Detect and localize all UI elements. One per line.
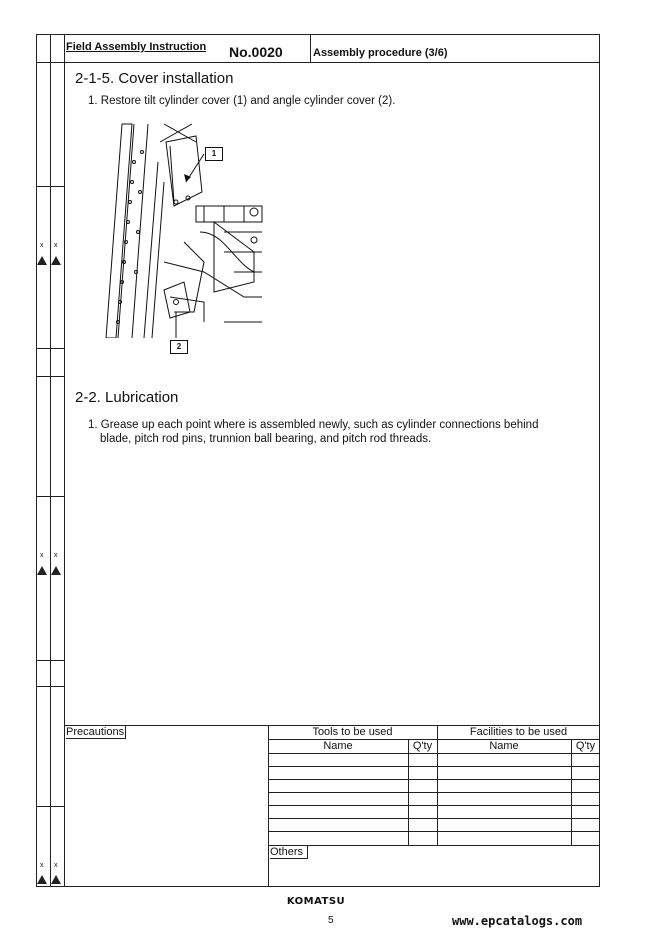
- document-title: Field Assembly Instruction: [66, 41, 207, 53]
- tools-qty-header: Q'ty: [412, 740, 433, 752]
- warning-triangle-icon: [37, 256, 47, 265]
- komatsu-logo: [282, 894, 350, 906]
- margin-divider: [36, 348, 64, 349]
- margin-divider: [36, 186, 64, 187]
- cover-step-1: 1. Restore tilt cylinder cover (1) and angle cylinder cover (2).: [88, 95, 396, 107]
- facilities-name-header: Name: [489, 740, 519, 752]
- warning-triangle-icon: [51, 566, 61, 575]
- table-row-rule: [268, 792, 600, 793]
- facilities-header: Facilities to be used: [469, 726, 568, 738]
- margin-mark: x: [54, 862, 58, 869]
- margin-divider: [36, 376, 64, 377]
- table-row-rule: [268, 818, 600, 819]
- watermark-url[interactable]: www.epcatalogs.com: [452, 914, 583, 928]
- header-bottom-rule: [64, 62, 600, 63]
- table-row-rule: [268, 831, 600, 832]
- table-row-rule: [268, 805, 600, 806]
- margin-divider: [36, 496, 64, 497]
- margin-divider: [36, 686, 64, 687]
- tools-name-header: Name: [323, 740, 353, 752]
- section-heading-lubrication: 2-2. Lubrication: [75, 389, 179, 406]
- facilities-qty-header: Q'ty: [575, 740, 596, 752]
- warning-triangle-icon: [51, 875, 61, 884]
- table-row-rule: [268, 845, 600, 846]
- tools-header: Tools to be used: [312, 726, 393, 738]
- komatsu-logo-text: KOMATSU: [286, 896, 346, 906]
- margin-mark: x: [54, 242, 58, 249]
- table-row-rule: [268, 779, 600, 780]
- table-row-rule: [268, 753, 600, 754]
- section-heading-cover: 2-1-5. Cover installation: [75, 70, 234, 87]
- page-number: 5: [328, 915, 334, 926]
- revision-column-divider: [50, 34, 51, 887]
- header-divider: [310, 34, 311, 62]
- lubrication-step-1-line-1: 1. Grease up each point where is assembled newly, such as cylinder connections behind: [88, 419, 539, 431]
- margin-mark: x: [40, 552, 44, 559]
- margin-divider: [36, 660, 64, 661]
- table-row-rule: [268, 766, 600, 767]
- margin-mark: x: [40, 242, 44, 249]
- lubrication-step-1-line-2: blade, pitch rod pins, trunnion ball bearing, and pitch rod threads.: [100, 433, 432, 445]
- margin-mark: x: [54, 552, 58, 559]
- precautions-label: Precautions: [66, 726, 125, 738]
- warning-triangle-icon: [51, 256, 61, 265]
- margin-mark: x: [40, 862, 44, 869]
- warning-triangle-icon: [37, 566, 47, 575]
- callout-1: 1: [205, 147, 223, 161]
- cover-installation-illustration: [104, 122, 266, 338]
- margin-divider: [36, 62, 64, 63]
- others-label: Others: [270, 846, 308, 859]
- callout-2: 2: [170, 340, 188, 354]
- procedure-label: Assembly procedure (3/6): [313, 47, 448, 59]
- margin-divider: [36, 806, 64, 807]
- document-number: No.0020: [229, 44, 283, 60]
- warning-triangle-icon: [37, 875, 47, 884]
- revision-column-divider: [64, 34, 65, 887]
